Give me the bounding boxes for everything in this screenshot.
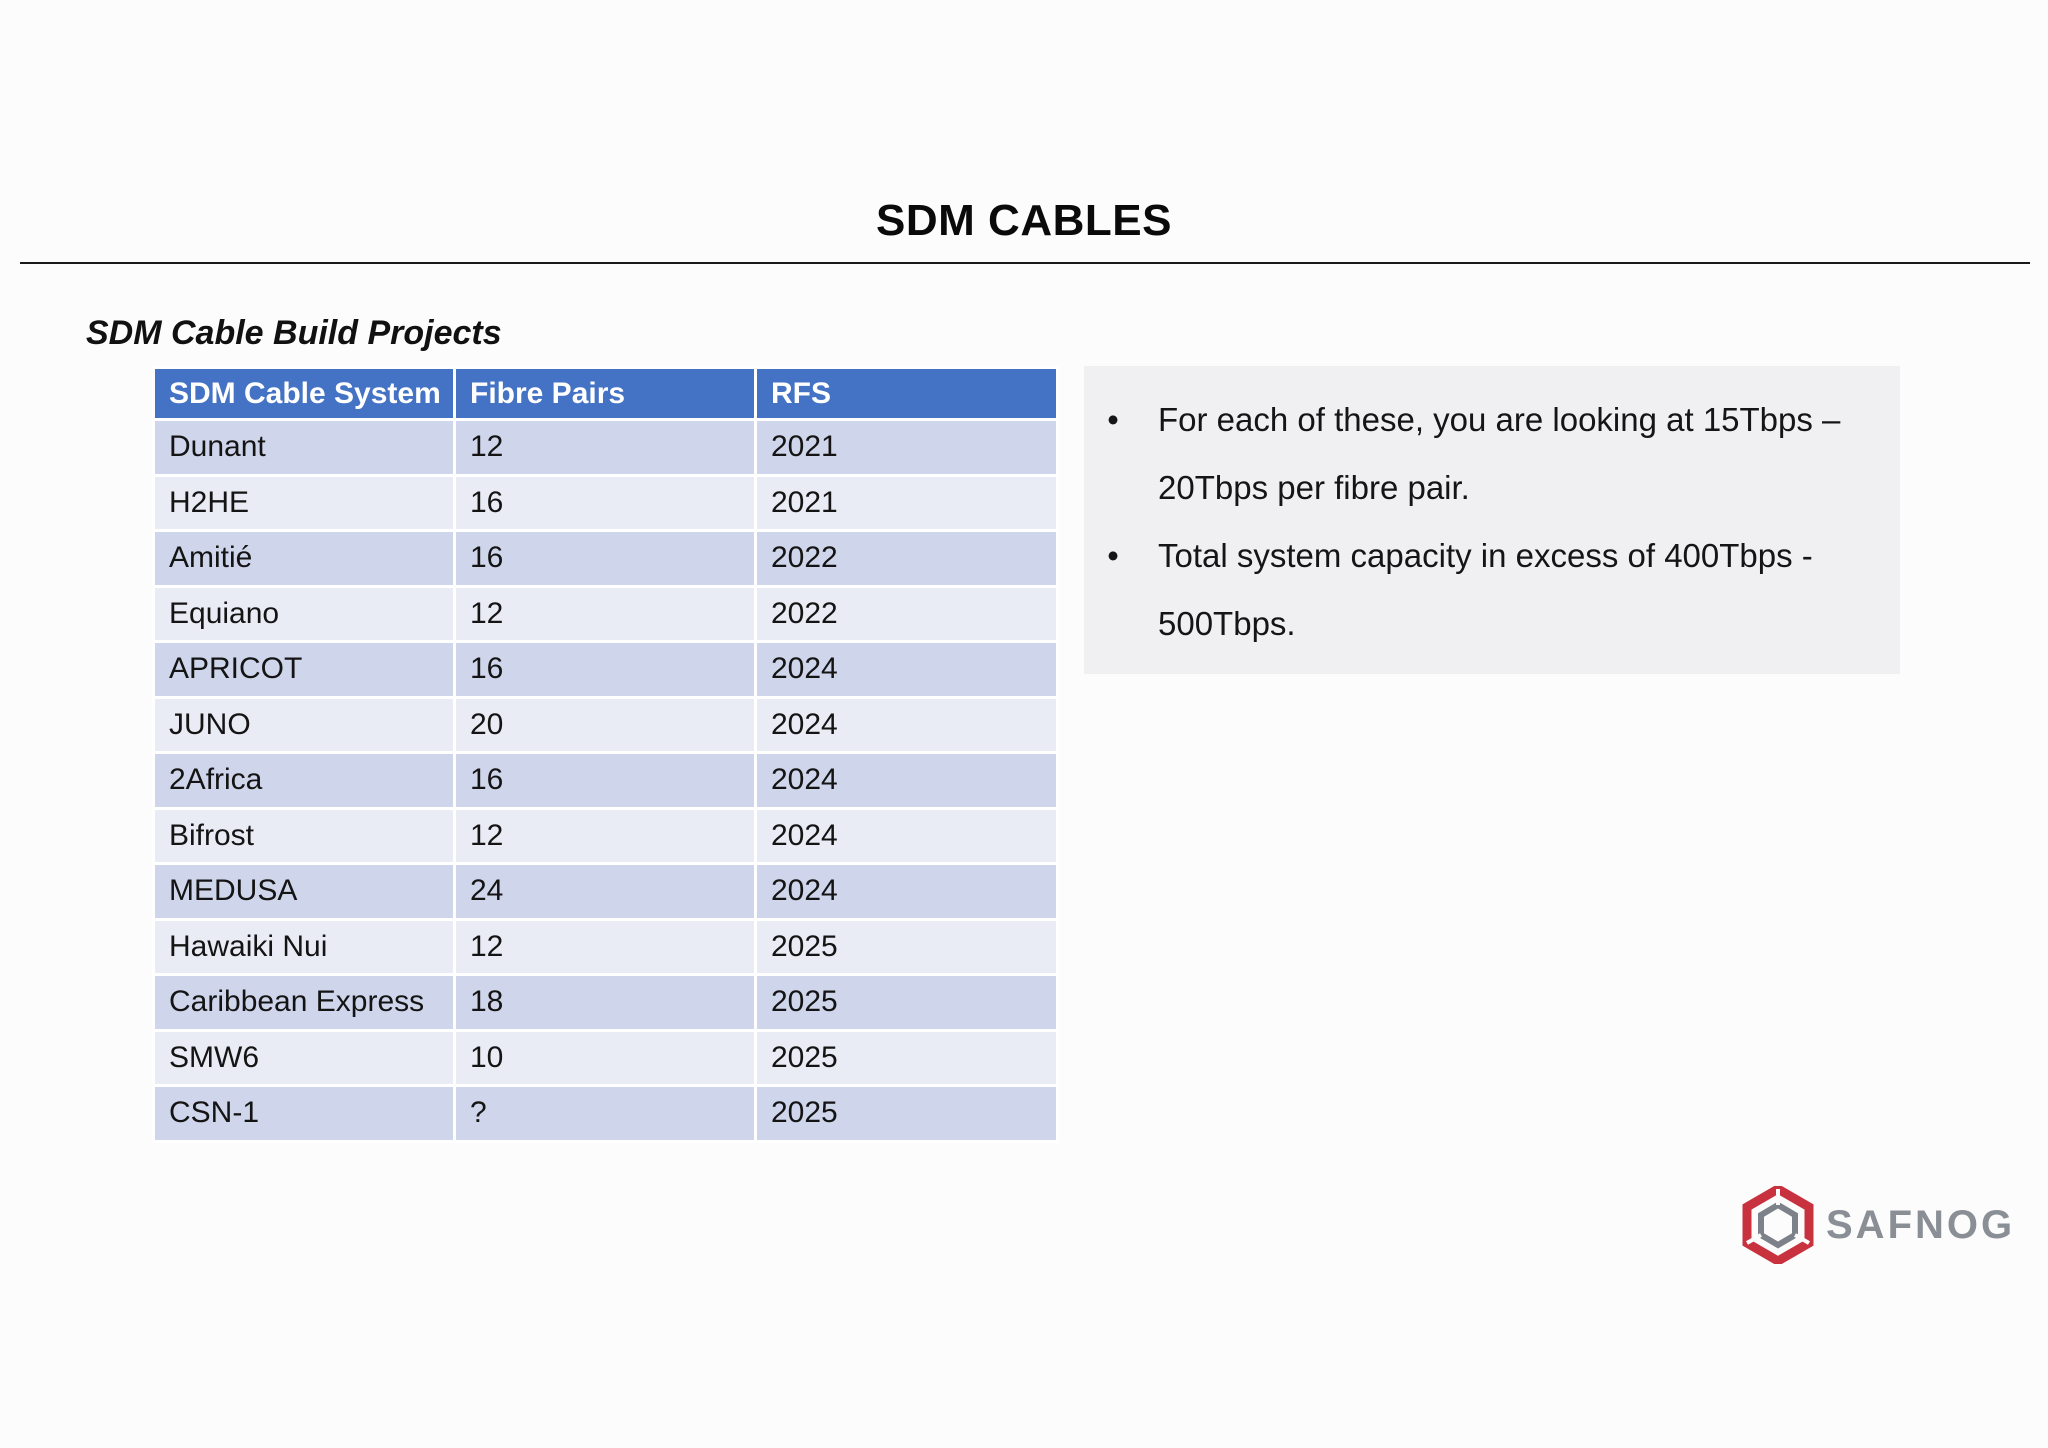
bullet-icon: • — [1107, 401, 1119, 438]
cell-cable-system: Dunant — [154, 420, 455, 476]
cell-rfs: 2021 — [756, 420, 1058, 476]
cell-rfs: 2024 — [756, 808, 1058, 864]
cell-rfs: 2025 — [756, 1086, 1058, 1142]
table-row — [154, 1030, 1058, 1086]
cell-cable-system: SMW6 — [154, 1030, 455, 1086]
cell-fibre-pairs: 12 — [455, 586, 756, 642]
cell-cable-system: Bifrost — [154, 808, 455, 864]
cell-rfs: 2025 — [756, 975, 1058, 1031]
cell-cable-system: APRICOT — [154, 642, 455, 698]
capacity-notes-box — [1084, 366, 1900, 674]
cell-rfs: 2024 — [756, 642, 1058, 698]
cell-cable-system: Caribbean Express — [154, 975, 455, 1031]
cell-rfs: 2022 — [756, 531, 1058, 587]
note-text: Total system capacity in excess of 400Tbps - 500Tbps. — [1158, 537, 1813, 642]
table-row — [154, 420, 1058, 476]
section-heading: SDM Cable Build Projects — [86, 314, 502, 352]
logo-text: SAFNOG — [1826, 1202, 2016, 1247]
table-row — [154, 919, 1058, 975]
capacity-notes-list — [1098, 386, 1876, 658]
cell-cable-system: Equiano — [154, 586, 455, 642]
note-text: For each of these, you are looking at 15Tbps – 20Tbps per fibre pair. — [1158, 401, 1841, 506]
cell-fibre-pairs: 12 — [455, 919, 756, 975]
hexagon-logo-icon — [1742, 1186, 1814, 1264]
cell-fibre-pairs: 16 — [455, 531, 756, 587]
list-item — [1098, 386, 1876, 522]
table-row — [154, 475, 1058, 531]
cell-cable-system: H2HE — [154, 475, 455, 531]
table-row — [154, 808, 1058, 864]
cell-rfs: 2024 — [756, 753, 1058, 809]
table-header-row — [154, 368, 1058, 420]
table-row — [154, 697, 1058, 753]
cell-rfs: 2024 — [756, 864, 1058, 920]
cell-cable-system: 2Africa — [154, 753, 455, 809]
cell-rfs: 2022 — [756, 586, 1058, 642]
safnog-logo — [1742, 1186, 2015, 1264]
table-row — [154, 753, 1058, 809]
cell-fibre-pairs: 12 — [455, 420, 756, 476]
sdm-cable-table — [152, 366, 1059, 1143]
table-row — [154, 864, 1058, 920]
cell-rfs: 2025 — [756, 919, 1058, 975]
table-row — [154, 975, 1058, 1031]
cell-fibre-pairs: 16 — [455, 753, 756, 809]
list-item — [1098, 522, 1876, 658]
header-cable-system: SDM Cable System — [154, 368, 455, 420]
cell-cable-system: Amitié — [154, 531, 455, 587]
cell-cable-system: Hawaiki Nui — [154, 919, 455, 975]
cell-fibre-pairs: 24 — [455, 864, 756, 920]
slide-title: SDM CABLES — [876, 196, 1172, 245]
cell-rfs: 2021 — [756, 475, 1058, 531]
table-row — [154, 586, 1058, 642]
header-fibre-pairs: Fibre Pairs — [455, 368, 756, 420]
cell-cable-system: JUNO — [154, 697, 455, 753]
cell-fibre-pairs: 18 — [455, 975, 756, 1031]
cell-rfs: 2024 — [756, 697, 1058, 753]
cell-cable-system: MEDUSA — [154, 864, 455, 920]
cell-fibre-pairs: 12 — [455, 808, 756, 864]
cell-fibre-pairs: 16 — [455, 475, 756, 531]
table-row — [154, 531, 1058, 587]
table-row — [154, 642, 1058, 698]
cell-rfs: 2025 — [756, 1030, 1058, 1086]
cell-fibre-pairs: 10 — [455, 1030, 756, 1086]
cell-fibre-pairs: 16 — [455, 642, 756, 698]
bullet-icon: • — [1107, 537, 1119, 574]
header-rfs: RFS — [756, 368, 1058, 420]
cell-cable-system: CSN-1 — [154, 1086, 455, 1142]
cell-fibre-pairs: 20 — [455, 697, 756, 753]
title-divider — [20, 262, 2030, 264]
cell-fibre-pairs: ? — [455, 1086, 756, 1142]
table-row — [154, 1086, 1058, 1142]
